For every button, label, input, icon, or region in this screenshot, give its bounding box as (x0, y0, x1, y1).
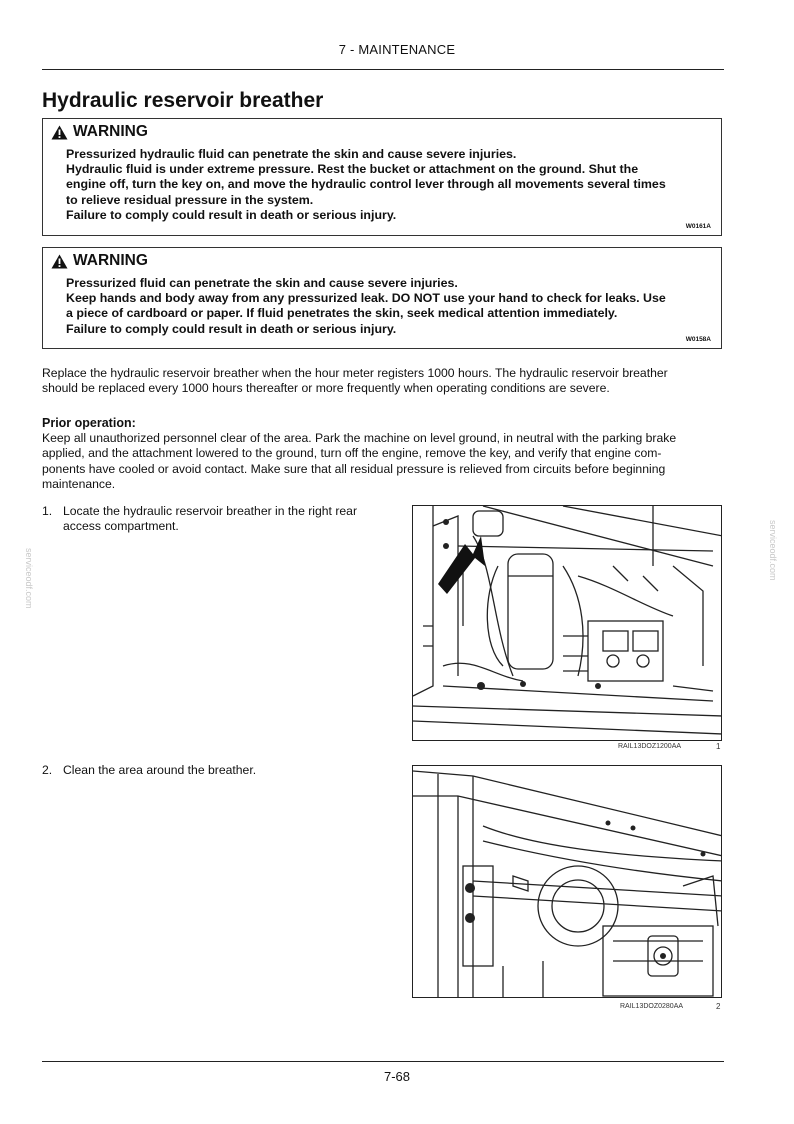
footer-rule (42, 1061, 724, 1062)
paragraph-line: Replace the hydraulic reservoir breather when the hour meter registers 1000 hours. The hydraulic reservoir breather (42, 366, 668, 380)
warning-line: Keep hands and body away from any pressurized leak. DO NOT use your hand to check for leaks. Use (66, 291, 666, 306)
step-2 (42, 763, 402, 783)
watermark-right: serviceodf.com (768, 520, 778, 581)
paragraph-line: maintenance. (42, 477, 116, 492)
warning-box-2 (42, 247, 722, 349)
warning-label: WARNING (73, 123, 148, 140)
page-title: Hydraulic reservoir breather (42, 89, 324, 112)
paragraph-line: Keep all unauthorized personnel clear of the area. Park the machine on level ground, in neutral with the parking brake (42, 431, 677, 445)
warning-box-1 (42, 118, 722, 236)
warning-line: Pressurized fluid can penetrate the skin and cause severe injuries. (66, 276, 458, 290)
step-1 (42, 504, 402, 544)
warning-line: a piece of cardboard or paper. If fluid penetrates the skin, seek medical attention immediately. (66, 306, 618, 321)
warning-line: engine off, turn the key on, and move the hydraulic control lever through all movements several times (66, 177, 666, 192)
figure-code: RAIL13DOZ1200AA (618, 743, 682, 750)
prior-operation-heading: Prior operation: (42, 416, 136, 430)
warning-code: W0161A (685, 223, 711, 230)
warning-text (66, 147, 701, 223)
warning-heading (51, 123, 148, 141)
warning-label: WARNING (73, 252, 148, 269)
paragraph-line: applied, and the attachment lowered to the ground, turn off the engine, remove the key, and verify that engine com- (42, 446, 662, 461)
paragraph-line: ponents have cooled or avoid contact. Make sure that all residual pressure is relieved from circuits before beginning (42, 461, 666, 476)
warning-line: Hydraulic fluid is under extreme pressure. Rest the bucket or attachment on the ground. Shut the (66, 162, 639, 177)
figure-number: 2 (716, 1002, 721, 1011)
warning-text (66, 276, 701, 337)
header-rule (42, 69, 724, 70)
prior-operation-paragraph (42, 431, 724, 493)
step-line: Clean the area around the breather. (63, 763, 257, 777)
step-line: Locate the hydraulic reservoir breather in the right rear (63, 504, 358, 518)
warning-triangle-icon (51, 254, 68, 269)
page-number: 7-68 (383, 1069, 411, 1084)
warning-line: Failure to comply could result in death or serious injury. (66, 207, 397, 222)
intro-paragraph (42, 366, 724, 397)
figure-1-breather-location (412, 505, 722, 741)
engine-compartment-illustration (413, 506, 722, 741)
warning-line: to relieve residual pressure in the system. (66, 192, 314, 207)
step-number: 1. (42, 504, 53, 518)
step-text (63, 504, 357, 535)
step-text (63, 763, 256, 778)
watermark-left: serviceodf.com (24, 548, 34, 609)
step-line: access compartment. (63, 519, 179, 534)
figure-2-breather-area (412, 765, 722, 998)
figure-code: RAIL13DOZ0280AA (620, 1003, 684, 1010)
paragraph-line: should be replaced every 1000 hours thereafter or more frequently when operating conditions are severe. (42, 381, 610, 396)
breather-area-illustration (413, 766, 722, 998)
warning-line: Failure to comply could result in death or serious injury. (66, 321, 397, 336)
section-header: 7 - MAINTENANCE (338, 42, 456, 57)
step-number: 2. (42, 763, 53, 777)
warning-code: W0158A (685, 336, 711, 343)
figure-number: 1 (716, 742, 721, 751)
warning-triangle-icon (51, 125, 68, 140)
warning-heading (51, 252, 148, 270)
warning-line: Pressurized hydraulic fluid can penetrate the skin and cause severe injuries. (66, 147, 517, 161)
